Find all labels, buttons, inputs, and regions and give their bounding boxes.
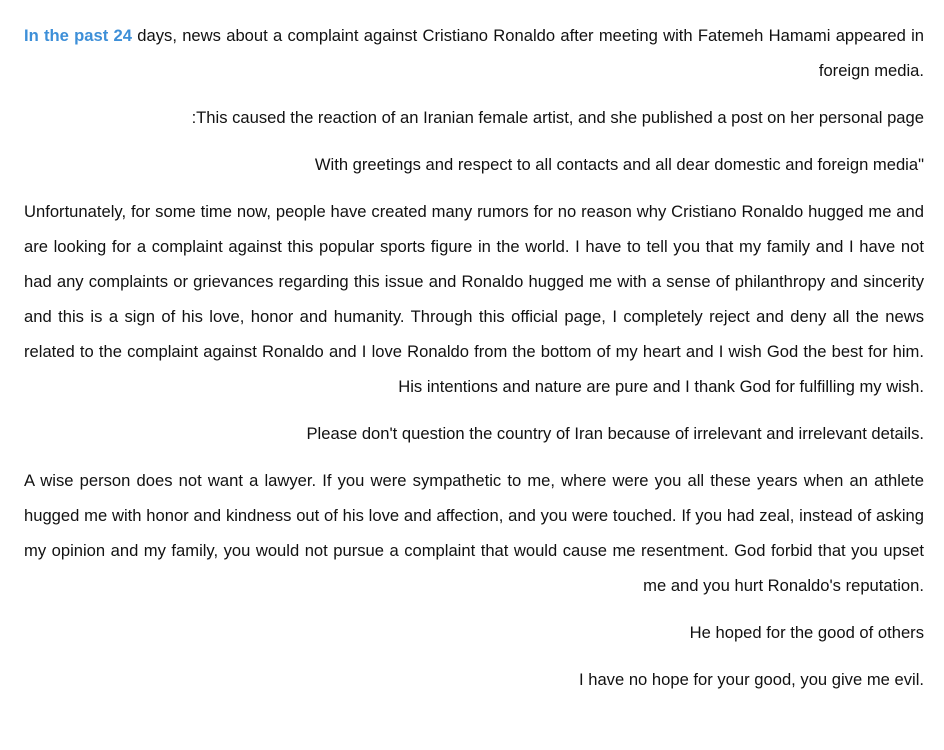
article-body — [24, 18, 924, 709]
lead-paragraph — [24, 18, 924, 88]
paragraph-hope-others: He hoped for the good of others — [689, 623, 924, 642]
paragraph-statement: Unfortunately, for some time now, people have created many rumors for no reason why Cristiano Ronaldo hugged me and are looking for a complaint against this popular sports figure in the world. I have to tell you that my family and I have not had any complaints or grievances regarding this issue and Ronaldo hugged me with a sense of philanthropy and sincerity and this is a sign of his love, honor and humanity. Through this official page, I completely reject and deny all the news related to the complaint against Ronaldo and I love Ronaldo from the bottom of my heart and I wish God the best for him. His intentions and nature are pure and I thank God for fulfilling my wish. — [24, 202, 924, 396]
lead-highlight: In the past 24 — [24, 26, 133, 45]
paragraph-greeting: With greetings and respect to all contacts and all dear domestic and foreign media" — [314, 155, 924, 174]
paragraph-iran: Please don't question the country of Iran because of irrelevant and irrelevant details. — [306, 424, 924, 443]
lead-text: days, news about a complaint against Cristiano Ronaldo after meeting with Fatemeh Hamami appeared in foreign media. — [132, 26, 925, 80]
paragraph-reaction: :This caused the reaction of an Iranian female artist, and she published a post on her personal page — [191, 108, 924, 127]
paragraph-wise-person: A wise person does not want a lawyer. If you were sympathetic to me, where were you all these years when an athlete hugged me with honor and kindness out of his love and affection, and you were touched. If you had zeal, instead of asking my opinion and my family, you would not pursue a complaint that would cause me resentment. God forbid that you upset me and you hurt Ronaldo's reputation. — [24, 471, 924, 595]
paragraph-no-hope: I have no hope for your good, you give me evil. — [579, 670, 924, 689]
